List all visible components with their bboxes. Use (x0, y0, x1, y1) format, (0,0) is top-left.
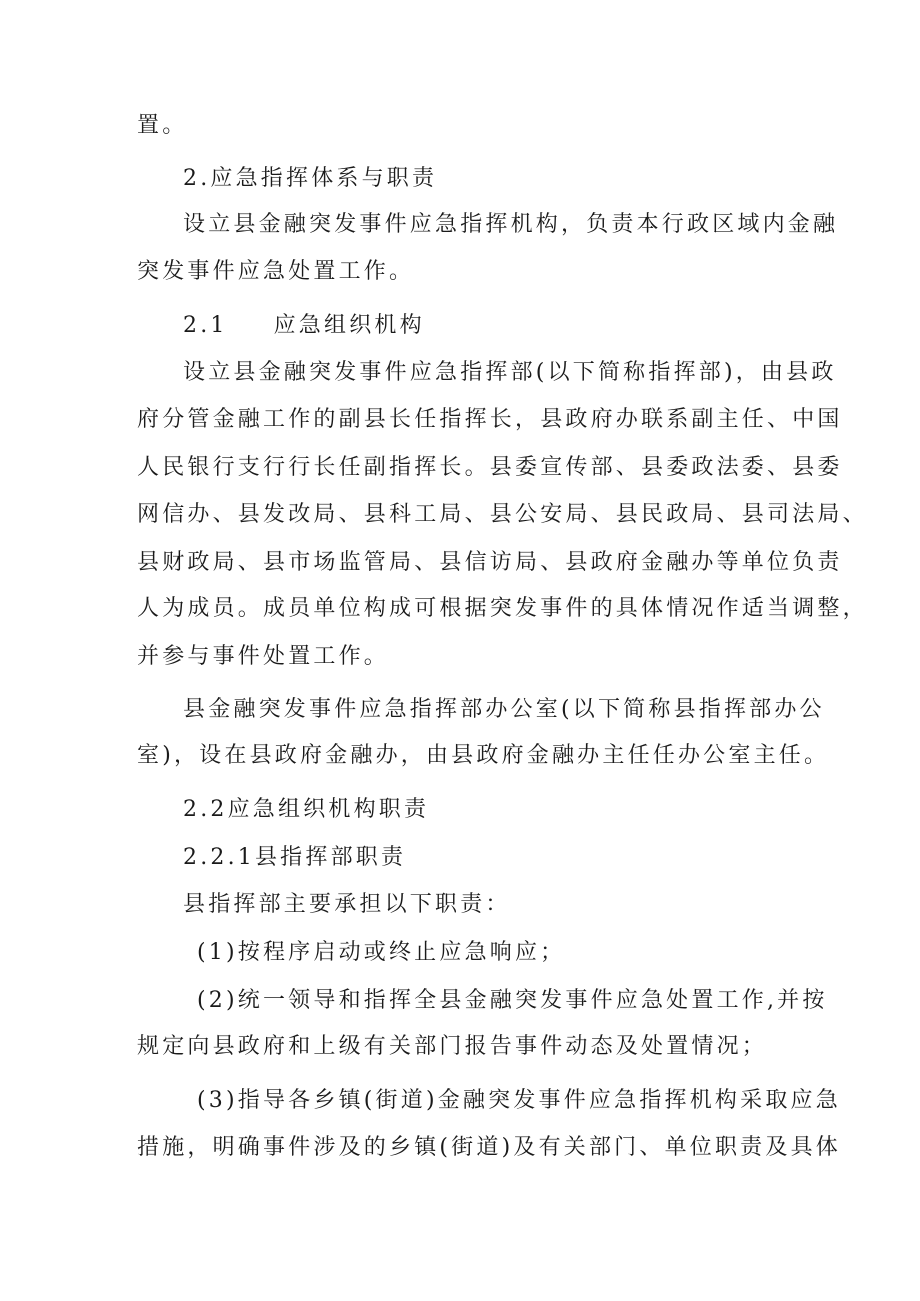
paragraph-line: 设立县金融突发事件应急指挥机构，负责本行政区域内金融 (183, 212, 839, 237)
section-number: 2.1 (183, 313, 228, 338)
paragraph-line: 人民银行支行行长任副指挥长。县委宣传部、县委政法委、县委 (137, 455, 843, 480)
section-heading-2-1 (183, 311, 863, 341)
paragraph-line: 县金融突发事件应急指挥部办公室(以下简称县指挥部办公 (183, 697, 825, 722)
paragraph-line: 规定向县政府和上级有关部门报告事件动态及处置情况； (137, 1034, 768, 1059)
section-heading-2-2: 2.2应急组织机构职责 (183, 797, 430, 822)
list-item: (1)按程序启动或终止应急响应； (197, 940, 566, 965)
paragraph-line: 县指挥部主要承担以下职责： (183, 892, 511, 917)
paragraph-line: 人为成员。成员单位构成可根据突发事件的具体情况作适当调整， (137, 596, 868, 621)
section-title: 应急组织机构 (273, 313, 425, 338)
paragraph-line: 突发事件应急处置工作。 (137, 259, 415, 284)
section-heading-2: 2.应急指挥体系与职责 (183, 166, 438, 191)
list-item: (3)指导各乡镇(街道)金融突发事件应急指挥机构采取应急 (197, 1088, 841, 1113)
list-item: (2)统一领导和指挥全县金融突发事件应急处置工作,并按 (197, 988, 828, 1013)
paragraph-line: 并参与事件处置工作。 (137, 644, 390, 669)
paragraph-line: 县财政局、县市场监管局、县信访局、县政府金融办等单位负责 (137, 550, 843, 575)
paragraph-line: 室)，设在县政府金融办，由县政府金融办主任任办公室主任。 (137, 743, 830, 768)
paragraph-line: 网信办、县发改局、县科工局、县公安局、县民政局、县司法局、 (137, 502, 868, 527)
paragraph-line: 府分管金融工作的副县长任指挥长，县政府办联系副主任、中国 (137, 407, 843, 432)
paragraph-line: 措施，明确事件涉及的乡镇(街道)及有关部门、单位职责及具体 (137, 1135, 841, 1160)
paragraph-line: 设立县金融突发事件应急指挥部(以下简称指挥部)，由县政 (183, 360, 837, 385)
paragraph-line: 置。 (137, 113, 188, 138)
section-heading-2-2-1: 2.2.1县指挥部职责 (183, 845, 407, 870)
